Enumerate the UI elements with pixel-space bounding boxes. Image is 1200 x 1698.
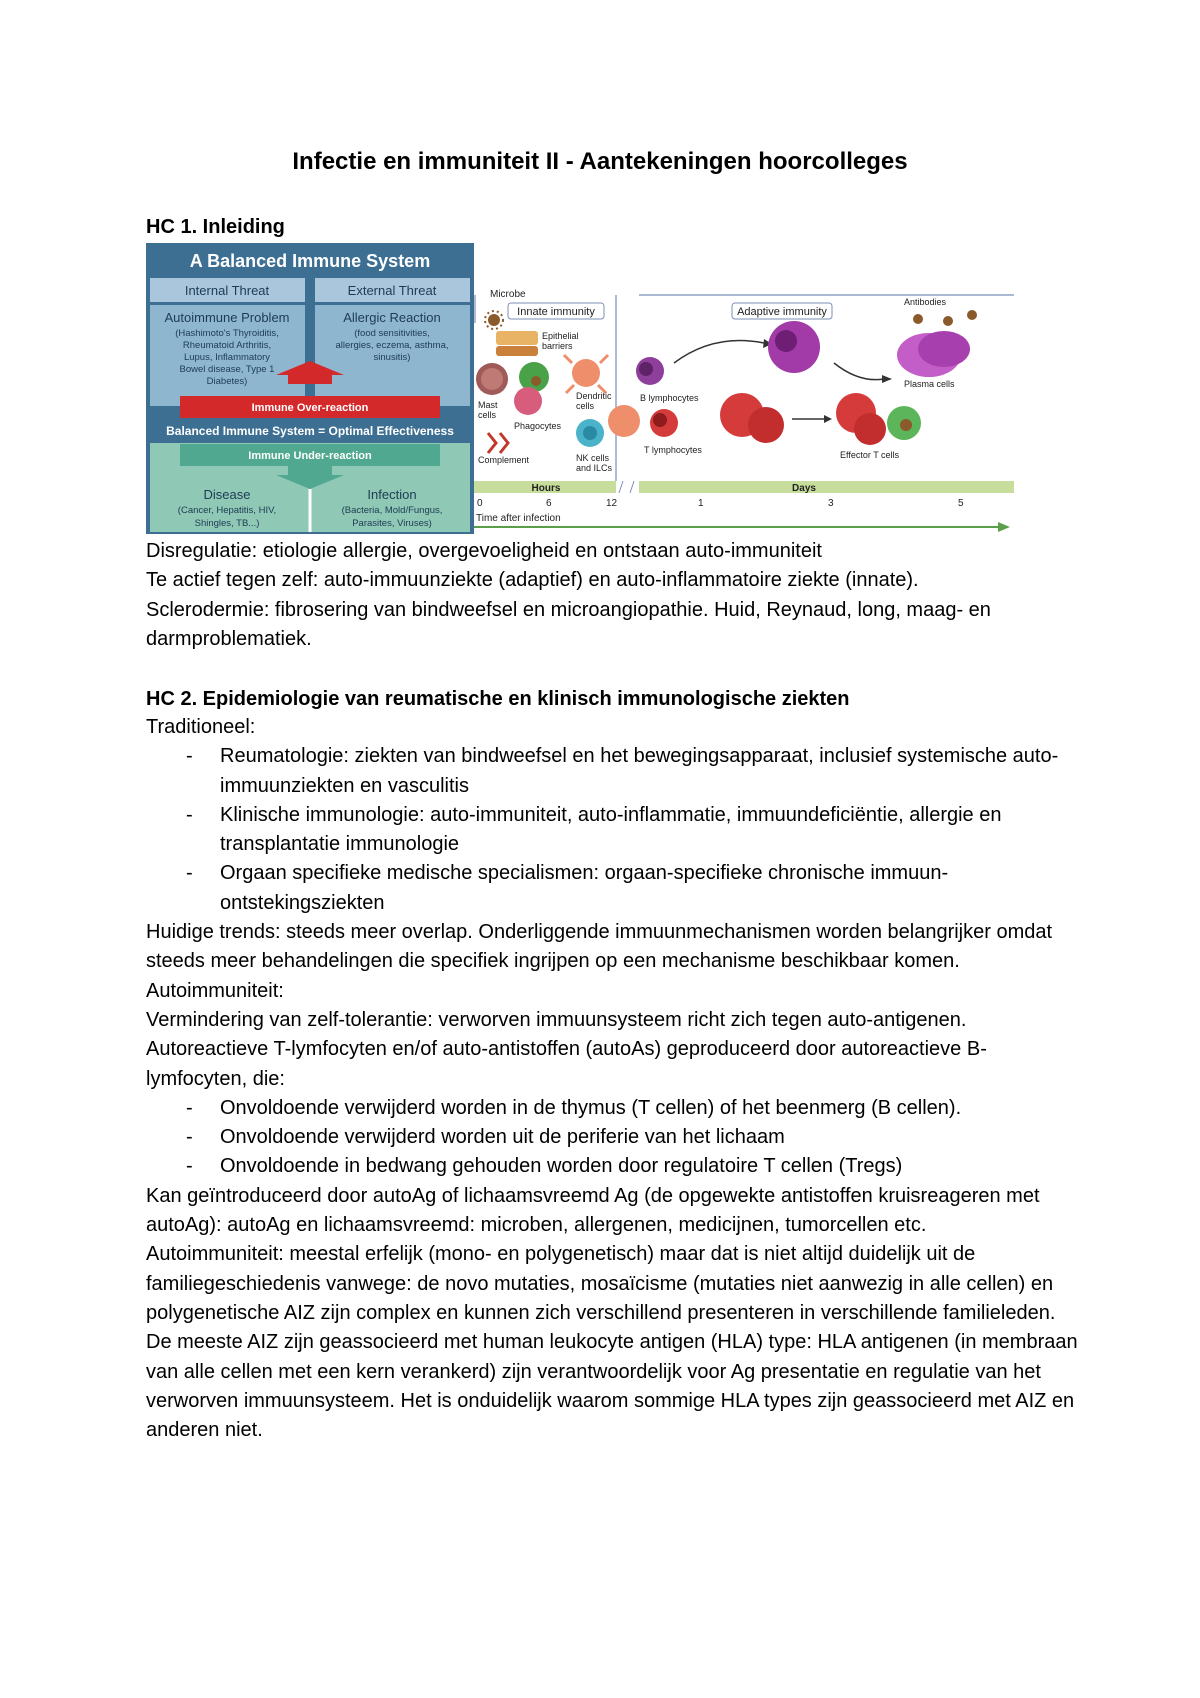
list-item (146, 1123, 1086, 1152)
paragraph: Autoreactieve T-lymfocyten en/of auto-antistoffen (autoAs) geproduceerd door autoreactieve B-lymfocyten, die: (146, 1038, 987, 1090)
paragraph: Vermindering van zelf-tolerantie: verworven immuunsysteem richt zich tegen auto-antigenen. (146, 1008, 967, 1031)
list-dash: - (186, 745, 193, 768)
mast-label: Mast (478, 400, 498, 410)
tick-hours-12: 12 (606, 498, 618, 509)
dendritic-cell-icon (572, 359, 600, 387)
antigen-presenting-cell-icon (608, 405, 640, 437)
target-microbe-icon (900, 419, 912, 431)
b-lymphocytes-label: B lymphocytes (640, 393, 699, 403)
days-label: Days (792, 483, 816, 494)
autoimmune-title: Autoimmune Problem (164, 310, 290, 325)
paragraph: Traditioneel: (146, 716, 256, 738)
allergic-line: sinusitis) (373, 352, 411, 363)
complement-label: Complement (478, 455, 530, 465)
autoimmune-line: Rheumatoid Arthritis, (182, 340, 272, 351)
autoimmune-line: (Hashimoto's Thyroiditis, (175, 328, 279, 339)
disease-title: Disease (203, 487, 251, 502)
external-threat-label: External Threat (347, 283, 437, 298)
immunity-timeline-figure (474, 283, 1014, 534)
paragraph: Kan geïntroduceerd door autoAg of lichaamsvreemd Ag (de opgewekte antistoffen kruisreageren met autoAg): autoAg en lichaamsvreemd: microben, allergenen, medicijnen, tumorcellen etc. (146, 1184, 1040, 1237)
mast-cell-icon-core (481, 368, 503, 390)
tick-hours-0: 0 (477, 498, 483, 509)
nk-label: NK cells (576, 453, 610, 463)
plasma-arrowhead (882, 375, 892, 383)
list-item-text: Orgaan specifieke medische specialismen: orgaan-specifieke chronische immuun-ontstekingsziekten (220, 862, 949, 914)
allergic-title: Allergic Reaction (343, 310, 441, 325)
effector-arrowhead (824, 415, 832, 423)
list-item-text: Klinische immunologie: auto-immuniteit, auto-inflammatie, immuundeficiëntie, allergie en transplantatie immunologie (220, 803, 1002, 856)
nk-cell-icon-core (583, 426, 597, 440)
hc1-text (146, 537, 1086, 654)
list-item (146, 1152, 1086, 1181)
activated-b-cell-core (775, 330, 797, 352)
time-label: Time after infection (476, 513, 561, 524)
effector-t-cell-icon (854, 413, 886, 445)
epithelial-barrier-icon (496, 331, 538, 345)
epithelial-label: barriers (542, 341, 573, 351)
over-reaction-label: Immune Over-reaction (251, 402, 369, 414)
list-dash: - (186, 1155, 193, 1178)
nk-label: and ILCs (576, 463, 613, 473)
paragraph: Sclerodermie: fibrosering van bindweefsel en microangiopathie. Huid, Reynaud, long, maag- en darmproblematiek. (146, 598, 991, 650)
time-arrowhead (998, 522, 1010, 532)
disease-line: Shingles, TB...) (194, 518, 260, 529)
disease-line: (Cancer, Hepatitis, HIV, (177, 505, 277, 516)
list-item (146, 742, 1086, 801)
adaptive-label: Adaptive immunity (737, 306, 827, 318)
hours-label: Hours (531, 483, 561, 494)
list-item (146, 859, 1086, 918)
document-title: Infectie en immuniteit II - Aantekeningen hoorcolleges (292, 148, 908, 175)
activated-t-cell-icon (748, 407, 784, 443)
hc1-heading: HC 1. Inleiding (146, 216, 285, 238)
list-dash: - (186, 862, 193, 885)
balanced-immune-system-figure (146, 243, 474, 534)
innate-label: Innate immunity (517, 306, 595, 318)
effector-label: Effector T cells (840, 450, 900, 460)
list-dash: - (186, 1096, 193, 1119)
phagocytes-label: Phagocytes (514, 421, 562, 431)
plasma-label: Plasma cells (904, 379, 955, 389)
infection-line: (Bacteria, Mold/Fungus, (341, 505, 443, 516)
tick-hours-6: 6 (546, 498, 552, 509)
paragraph: Disregulatie: etiologie allergie, overgevoeligheid en ontstaan auto-immuniteit (146, 540, 822, 562)
list-item (146, 801, 1086, 860)
paragraph: Te actief tegen zelf: auto-immuunziekte (adaptief) en auto-inflammatoire ziekte (innate). (146, 569, 919, 592)
figure-title: A Balanced Immune System (189, 251, 431, 271)
list-dash: - (186, 1126, 193, 1149)
hc2-heading: HC 2. Epidemiologie van reumatische en klinisch immunologische ziekten (146, 688, 850, 710)
tick-days-5: 5 (958, 498, 964, 509)
dendritic-label: cells (576, 401, 595, 411)
epithelial-label: Epithelial (542, 331, 579, 341)
antibody-icon (967, 310, 977, 320)
autoimmune-line: Bowel disease, Type 1 (179, 364, 275, 375)
list-item-text: Onvoldoende verwijderd worden uit de periferie van het lichaam (220, 1126, 785, 1149)
microbe-label: Microbe (490, 289, 526, 300)
microbe-icon (488, 314, 500, 326)
paragraph: Autoimmuniteit: meestal erfelijk (mono- en polygenetisch) maar dat is niet altijd duidelijk uit de familiegeschiedenis vanwege: de novo mutaties, mosaïcisme (mutaties niet aanwezig in alle cellen) en polygenetische AIZ zijn complex en kunnen zich verschillend presenteren in verschillende familieleden. (146, 1243, 1056, 1324)
days-bar (639, 481, 1014, 493)
infection-line: Parasites, Viruses) (352, 518, 432, 529)
plasma-cell-icon (918, 331, 970, 367)
infection-title: Infection (367, 487, 417, 502)
antibodies-label: Antibodies (904, 297, 947, 307)
list-item-text: Reumatologie: ziekten van bindweefsel en het bewegingsapparaat, inclusief systemische auto-immuunziekten en vasculitis (220, 745, 1059, 797)
paragraph: Autoimmuniteit: (146, 979, 284, 1002)
b-activation-arrow (674, 341, 764, 364)
engulfed-microbe-icon (531, 376, 541, 386)
allergic-line: allergies, eczema, asthma, (335, 340, 449, 351)
list-item-text: Onvoldoende in bedwang gehouden worden door regulatoire T cellen (Tregs) (220, 1155, 903, 1178)
b-lymphocyte-icon-core (639, 362, 653, 376)
list-dash: - (186, 803, 193, 826)
dendritic-label: Dendritic (576, 391, 612, 401)
internal-threat-label: Internal Threat (184, 283, 270, 298)
epithelial-barrier-icon (496, 346, 538, 356)
t-lymphocytes-label: T lymphocytes (644, 445, 702, 455)
autoimmune-line: Diabetes) (206, 376, 248, 387)
list-item (146, 1094, 1086, 1123)
complement-icon (488, 433, 508, 453)
t-lymphocyte-icon-core (653, 413, 667, 427)
paragraph: De meeste AIZ zijn geassocieerd met human leukocyte antigen (HLA) type: HLA antigenen (in membraan van alle cellen met een kern verankerd) zijn verantwoordelijk voor Ag presentatie en regulatie van het verworven immuunsysteem. Het is onduidelijk waarom sommige HLA types zijn geassocieerd met AIZ en anderen niet. (146, 1331, 1078, 1442)
under-reaction-label: Immune Under-reaction (248, 450, 372, 462)
mast-label: cells (478, 410, 497, 420)
antibody-icon (913, 314, 923, 324)
paragraph: Huidige trends: steeds meer overlap. Onderliggende immuunmechanismen worden belangrijker omdat steeds meer behandelingen die specifiek ingrijpen op een mechanisme beschikbaar komen. (146, 921, 1053, 973)
autoimmune-line: Lupus, Inflammatory (183, 352, 271, 363)
balanced-label: Balanced Immune System = Optimal Effectiveness (166, 424, 454, 438)
antibody-icon (943, 316, 953, 326)
tick-days-1: 1 (698, 498, 704, 509)
plasma-arrow (834, 363, 884, 380)
tick-days-3: 3 (828, 498, 834, 509)
hc2-text (146, 713, 1086, 1445)
list-item-text: Onvoldoende verwijderd worden in de thymus (T cellen) of het beenmerg (B cellen). (220, 1096, 962, 1119)
allergic-line: (food sensitivities, (354, 328, 430, 339)
phagocyte-icon (514, 387, 542, 415)
